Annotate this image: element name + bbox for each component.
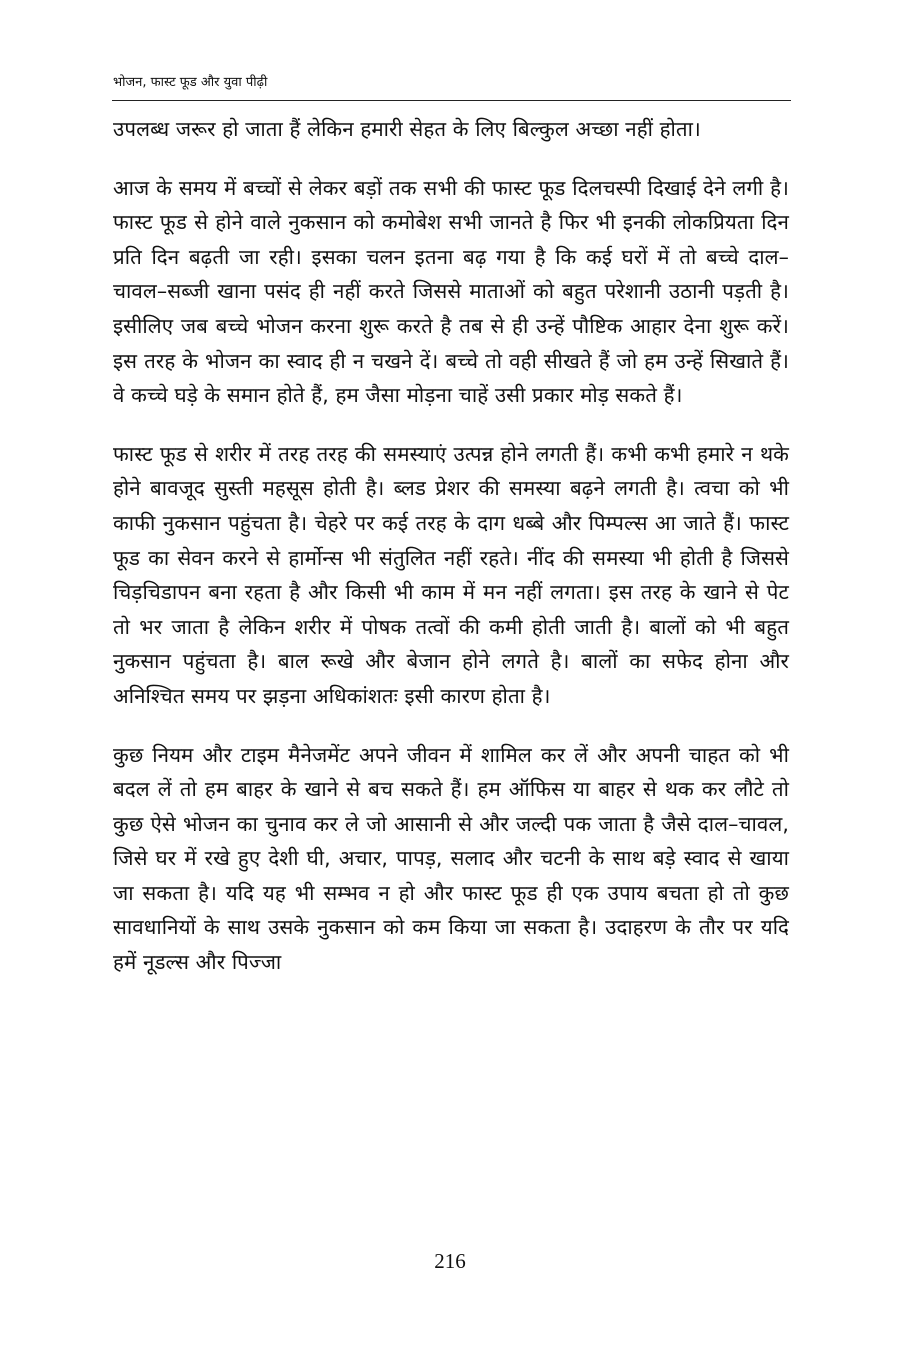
running-header: भोजन, फास्ट फूड और युवा पीढ़ी — [113, 75, 268, 90]
paragraph-continuation: उपलब्ध जरूर हो जाता हैं लेकिन हमारी सेहत के लिए बिल्कुल अच्छा नहीं होता। — [113, 117, 701, 141]
paragraph-health-problems: फास्ट फूड से शरीर में तरह तरह की समस्याएं उत्पन्न होने लगती हैं। कभी कभी हमारे न थके होने बावजूद सुस्ती महसूस होती है। ब्लड प्रेशर की समस्या बढ़ने लगती है। त्वचा को भी काफी नुकसान पहुंचता है। चेहरे पर कई तरह के दाग धब्बे और पिम्पल्स आ जाते हैं। फास्ट फूड का सेवन करने से हार्मोन्स भी संतुलित नहीं रहते। नींद की समस्या भी होती है जिससे चिड़चिडापन बना रहता है और किसी भी काम में मन नहीं लगता। इस तरह के खाने से पेट तो भर जाता है लेकिन शरीर में पोषक तत्वों की कमी होती जाती है। बालों को भी बहुत नुकसान पहुंचता है। बाल रूखे और बेजान होने लगते है। बालों का सफेद होना और अनिश्चित समय पर झड़ना अधिकांशतः इसी कारण होता है। — [113, 441, 789, 708]
paragraph-children-fast-food: आज के समय में बच्चों से लेकर बड़ों तक सभी की फास्ट फूड दिलचस्पी दिखाई देने लगी है। फास्ट फूड से होने वाले नुकसान को कमोबेश सभी जानते है फिर भी इनकी लोकप्रियता दिन प्रति दिन बढ़ती जा रही। इसका चलन इतना बढ़ गया है कि कई घरों में तो बच्चे दाल–चावल–सब्जी खाना पसंद ही नहीं करते जिससे माताओं को बहुत परेशानी उठानी पड़ती है। इसीलिए जब बच्चे भोजन करना शुरू करते है तब से ही उन्हें पौष्टिक आहार देना शुरू करें। इस तरह के भोजन का स्वाद ही न चखने दें। बच्चे तो वही सीखते हैं जो हम उन्हें सिखाते हैं। वे कच्चे घड़े के समान होते हैं, हम जैसा मोड़ना चाहें उसी प्रकार मोड़ सकते हैं। — [113, 175, 789, 408]
page-number: 216 — [434, 1249, 466, 1273]
paragraph-time-management: कुछ नियम और टाइम मैनेजमेंट अपने जीवन में शामिल कर लें और अपनी चाहत को भी बदल लें तो हम बाहर के खाने से बच सकते हैं। हम ऑफिस या बाहर से थक कर लौटे तो कुछ ऐसे भोजन का चुनाव कर ले जो आसानी से और जल्दी पक जाता है जैसे दाल–चावल, जिसे घर में रखे हुए देशी घी, अचार, पापड़, सलाद और चटनी के साथ बड़े स्वाद से खाया जा सकता है। यदि यह भी सम्भव न हो और फास्ट फूड ही एक उपाय बचता हो तो कुछ सावधानियों के साथ उसके नुकसान को कम किया जा सकता है। उदाहरण के तौर पर यदि हमें नूडल्स और पिज्जा — [113, 742, 789, 975]
body-text — [113, 112, 789, 1004]
header-divider — [112, 100, 791, 101]
